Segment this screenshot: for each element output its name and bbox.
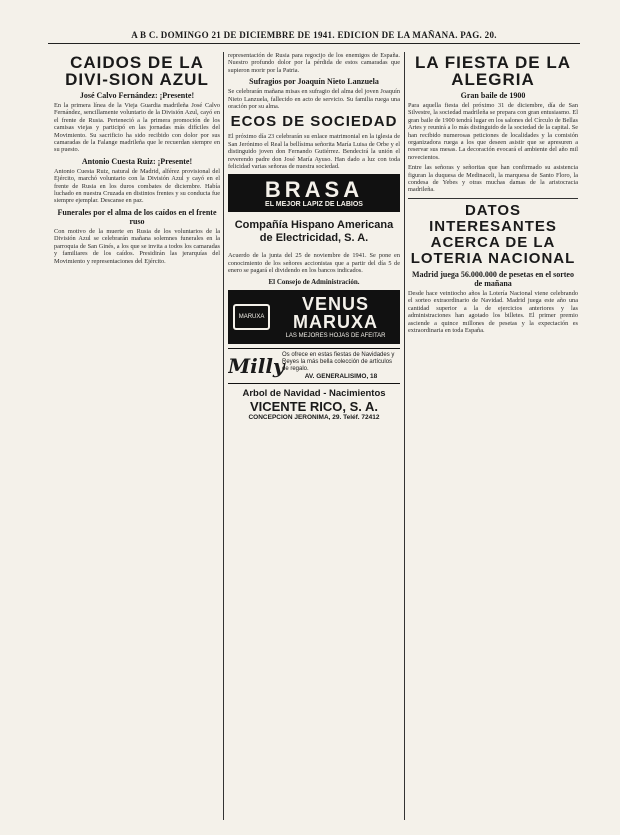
subhead-sufragios: Sufragios por Joaquín Nieto Lanzuela xyxy=(249,77,379,87)
subhead-calvo: José Calvo Fernández: ¡Presente! xyxy=(79,91,195,100)
column-rule xyxy=(223,52,224,820)
article-text: Con motivo de la muerte en Rusia de los voluntarios de la División Azul se celebrarán mañana solemnes funerales en la parroquia de San Ginés, a los que se invita a todos los camaradas y familiares de los caídos. Presidirán las jerarquías del Movimiento y representaciones del Ejército. xyxy=(54,227,220,265)
compania-text: Acuerdo de la junta del 25 de noviembre de 1941. Se pone en conocimiento de los señores accionistas que a partir del día 5 de enero se pagará el dividendo en los bancos indicados. xyxy=(228,252,400,275)
column-rule xyxy=(404,52,405,820)
article-text: Se celebrarán mañana misas en sufragio del alma del joven Joaquín Nieto Lanzuela, fallecido en acto de servicio. Su familia ruega una oración por su alma. xyxy=(228,88,400,111)
rico-name: VICENTE RICO, S. A. xyxy=(249,398,379,414)
subhead-loteria: Madrid juega 56.000.000 de pesetas en el sorteo de mañana xyxy=(412,269,574,288)
ad-venus xyxy=(228,290,400,344)
ad-brasa xyxy=(228,174,400,212)
headline-loteria: DATOS INTERESANTES ACERCA DE LA LOTERIA NACIONAL xyxy=(410,201,576,267)
headline-ecos: ECOS DE SOCIEDAD xyxy=(230,113,398,131)
ad-compania xyxy=(228,216,400,248)
brasa-brand: BRASA xyxy=(264,177,364,203)
rico-address: CONCEPCION JERONIMA, 29. Teléf. 72412 xyxy=(248,413,380,421)
ad-milly xyxy=(228,348,400,384)
newspaper-page xyxy=(48,30,580,820)
subhead-baile: Gran baile de 1900 xyxy=(460,91,526,100)
brasa-tagline: EL MEJOR LAPIZ DE LABIOS xyxy=(265,201,363,209)
razor-blade-icon: MARUXA xyxy=(233,304,270,330)
article-text: Antonio Cuesta Ruiz, natural de Madrid, alférez provisional del Ejército, marchó voluntario con la División Azul y cayó en el frente de Rusia en los duros combates de diciembre. Había luchado en nuestra Cruzada en distintos frentes y su conducta fue siempre ejemplar. Descanse en paz. xyxy=(54,167,220,205)
ad-vicente-rico xyxy=(228,388,400,421)
subhead-cuesta: Antonio Cuesta Ruiz: ¡Presente! xyxy=(81,156,193,166)
venus-brand: VENUS MARUXA xyxy=(293,293,379,332)
milly-logo: Milly xyxy=(228,353,285,378)
column-1 xyxy=(54,52,220,820)
compania-name: Compañía Hispano Americana de Electricidad, S. A. xyxy=(234,219,394,245)
venus-tagline: LAS MEJORES HOJAS DE AFEITAR xyxy=(285,332,386,339)
article-text: Para aquella fiesta del próximo 31 de diciembre, día de San Silvestre, la sociedad madrileña se prepara con gran entusiasmo. El gran baile de 1900 tendrá lugar en los salones del Círculo de Bellas Artes y reunirá a lo más distinguido de la sociedad de la capital. Se han recibido numerosas peticiones de localidades y la comisión organizadora ruega a los que deseen asistir que se apresuren a reservar sus mesas. La decoración evocará el ambiente del año mil novecientos. xyxy=(408,102,578,161)
divider xyxy=(408,198,578,199)
article-text: El próximo día 23 celebrarán su enlace matrimonial en la iglesia de San Jerónimo el Real la bellísima señorita María Luisa de Orbe y el distinguido joven don Fernando Gutiérrez. Bendecirá la unión el reverendo padre don José María Ayuso. Han dado a luz con toda felicidad varias señoras de nuestra sociedad. xyxy=(228,133,400,171)
milly-text: Os ofrece en estas fiestas de Navidades y Reyes la más bella colección de artículos de regalo. xyxy=(282,351,395,372)
article-text: representación de Rusia para regocijo de los enemigos de España. Nuestro profundo dolor por la pérdida de estos camaradas que supieron morir por la Patria. xyxy=(228,52,400,74)
rico-arbol: Arbol de Navidad - Nacimientos xyxy=(242,387,386,399)
milly-address: AV. GENERALISIMO, 18 xyxy=(304,372,378,380)
article-text: En la primera línea de la Vieja Guardia madrileña José Calvo Fernández, sencillamente voluntario de la División Azul, cayó en el frente de Rusia. Perteneció a la primera promoción de los camisas viejas y participó en las jornadas más difíciles del Movimiento. Su sacrificio ha sido recibido con dolor por sus camaradas de la Falange madrileña que le recuerdan siempre en su puesto. xyxy=(54,102,220,154)
page-header: A B C. DOMINGO 21 DE DICIEMBRE DE 1941. EDICION DE LA MAÑANA. PAG. 20. xyxy=(48,30,580,44)
headline-caidos: CAIDOS DE LA DIVI-SION AZUL xyxy=(65,53,209,89)
compania-signature: El Consejo de Administración. xyxy=(268,277,360,286)
subhead-funerales: Funerales por el alma de los caídos en el frente ruso xyxy=(57,207,217,226)
column-2 xyxy=(228,52,400,820)
column-3 xyxy=(408,52,578,820)
article-text: Desde hace veintiocho años la Lotería Nacional viene celebrando el sorteo extraordinario de Navidad. Madrid juega este año una cantidad superior a la de ejercicios anteriores y las administraciones han agotado los billetes. El primer premio asciende a quince millones de pesetas y la expectación es extraordinaria en toda España. xyxy=(408,289,578,334)
article-text: Entre las señoras y señoritas que han confirmado su asistencia figuran la duquesa de Medinaceli, la marquesa de Santo Floro, la condesa de Yebes y otras muchas damas de la aristocracia madrileña. xyxy=(408,164,578,194)
headline-fiesta: LA FIESTA DE LA ALEGRIA xyxy=(414,53,572,89)
